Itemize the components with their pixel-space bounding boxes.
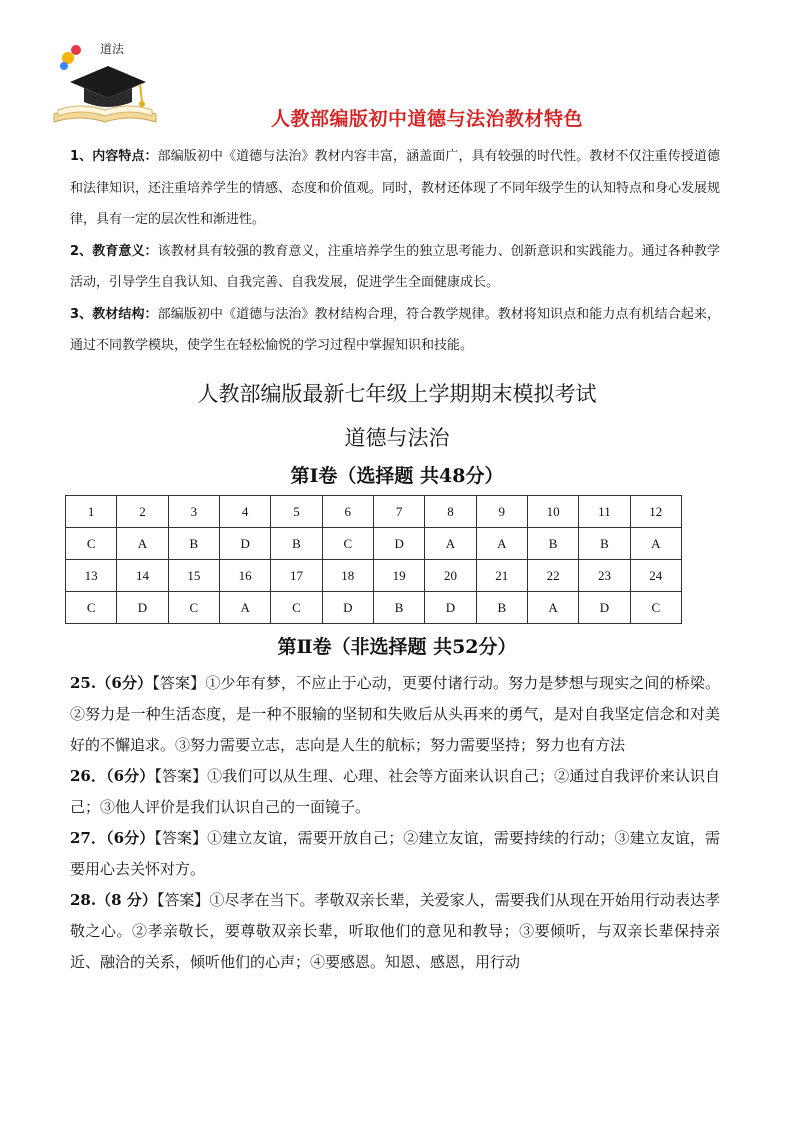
table-cell: 7 xyxy=(373,496,424,528)
answer-paragraph xyxy=(70,885,720,978)
table-cell: B xyxy=(476,592,527,624)
table-cell: 2 xyxy=(117,496,168,528)
banner-title: 人教部编版初中道德与法治教材特色 xyxy=(270,108,583,130)
table-cell: 8 xyxy=(425,496,476,528)
table-cell: 3 xyxy=(168,496,219,528)
table-cell: 13 xyxy=(66,560,117,592)
table-cell: 24 xyxy=(630,560,681,592)
table-cell: B xyxy=(373,592,424,624)
exam-subject: 道德与法治 xyxy=(344,426,450,450)
table-cell: C xyxy=(322,528,373,560)
table-cell: 12 xyxy=(630,496,681,528)
logo-label: 道法 xyxy=(100,42,125,56)
table-cell: D xyxy=(579,592,630,624)
part1-title: 第Ⅰ卷（选择题 共48分） xyxy=(290,465,504,487)
table-cell: 1 xyxy=(66,496,117,528)
part2-title: 第Ⅱ卷（非选择题 共52分） xyxy=(277,636,517,658)
answers-section xyxy=(70,668,720,978)
feature-text: 该教材具有较强的教育意义，注重培养学生的独立思考能力、创新意识和实践能力。通过各种教学活动，引导学生自我认知、自我完善、自我发展，促进学生全面健康成长。 xyxy=(70,243,720,290)
table-cell: 4 xyxy=(219,496,270,528)
table-cell: D xyxy=(425,592,476,624)
table-cell: A xyxy=(117,528,168,560)
table-cell: 5 xyxy=(271,496,322,528)
table-cell: B xyxy=(271,528,322,560)
table-cell: B xyxy=(168,528,219,560)
table-row xyxy=(66,592,682,624)
table-cell: 16 xyxy=(219,560,270,592)
answer-table xyxy=(65,495,682,624)
table-cell: 20 xyxy=(425,560,476,592)
table-cell: D xyxy=(373,528,424,560)
table-cell: B xyxy=(527,528,578,560)
feature-paragraph xyxy=(70,236,720,299)
answer-text: 【答案】①我们可以从生理、心理、社会等方面来认识自己；②通过自我评价来认识自己；③他人评价是我们认识自己的一面镜子。 xyxy=(70,767,720,816)
answer-label: 25.（6分） xyxy=(70,674,153,692)
table-cell: 21 xyxy=(476,560,527,592)
feature-paragraph xyxy=(70,141,720,236)
table-cell: A xyxy=(219,592,270,624)
table-cell: 10 xyxy=(527,496,578,528)
table-cell: 14 xyxy=(117,560,168,592)
table-cell: C xyxy=(66,528,117,560)
table-cell: 18 xyxy=(322,560,373,592)
answer-text: 【答案】①尽孝在当下。孝敬双亲长辈，关爱家人，需要我们从现在开始用行动表达孝敬之心。②孝亲敬长，要尊敬双亲长辈，听取他们的意见和教导；③要倾听，与双亲长辈保持亲近、融洽的关系，倾听他们的心声；④要感恩。知恩、感恩，用行动 xyxy=(70,891,720,971)
table-cell: C xyxy=(66,592,117,624)
table-cell: 11 xyxy=(579,496,630,528)
table-cell: A xyxy=(476,528,527,560)
table-row xyxy=(66,560,682,592)
table-cell: 23 xyxy=(579,560,630,592)
table-cell: C xyxy=(271,592,322,624)
answer-paragraph xyxy=(70,668,720,761)
table-row xyxy=(66,496,682,528)
exam-title: 人教部编版最新七年级上学期期末模拟考试 xyxy=(197,382,597,406)
answer-paragraph xyxy=(70,823,720,885)
table-cell: 6 xyxy=(322,496,373,528)
table-cell: 22 xyxy=(527,560,578,592)
table-row xyxy=(66,528,682,560)
features-section xyxy=(70,141,720,362)
table-cell: 17 xyxy=(271,560,322,592)
feature-label: 1、内容特点： xyxy=(70,149,158,164)
feature-label: 2、教育意义： xyxy=(70,243,158,259)
answer-label: 27．（6分） xyxy=(70,829,155,847)
answer-paragraph xyxy=(70,761,720,823)
table-cell: B xyxy=(579,528,630,560)
answer-text: 【答案】①少年有梦，不应止于心动，更要付诸行动。努力是梦想与现实之间的桥梁。②努力是一种生活态度，是一种不服输的坚韧和失败后从头再来的勇气，是对自我坚定信念和对美好的不懈追求。③努力需要立志，志向是人生的航标；努力需要坚持；努力也有方法 xyxy=(70,674,720,754)
table-cell: A xyxy=(425,528,476,560)
answer-label: 26．（6分） xyxy=(70,767,155,785)
feature-text: 部编版初中《道德与法治》教材结构合理，符合教学规律。教材将知识点和能力点有机结合起来，通过不同教学模块，使学生在轻松愉悦的学习过程中掌握知识和技能。 xyxy=(70,306,720,353)
table-cell: D xyxy=(322,592,373,624)
table-cell: A xyxy=(527,592,578,624)
table-cell: C xyxy=(630,592,681,624)
table-cell: 15 xyxy=(168,560,219,592)
table-cell: C xyxy=(168,592,219,624)
table-cell: 9 xyxy=(476,496,527,528)
table-cell: D xyxy=(117,592,168,624)
answer-text: 【答案】①建立友谊，需要开放自己；②建立友谊，需要持续的行动；③建立友谊，需要用心去关怀对方。 xyxy=(70,829,720,878)
table-cell: 19 xyxy=(373,560,424,592)
feature-paragraph xyxy=(70,299,720,362)
table-cell: A xyxy=(630,528,681,560)
feature-text: 部编版初中《道德与法治》教材内容丰富，涵盖面广，具有较强的时代性。教材不仅注重传授道德和法律知识，还注重培养学生的情感、态度和价值观。同时，教材还体现了不同年级学生的认知特点和身心发展规律，具有一定的层次性和渐进性。 xyxy=(70,149,721,227)
table-cell: D xyxy=(219,528,270,560)
feature-label: 3、教材结构： xyxy=(70,306,158,322)
answer-label: 28.（8 分） xyxy=(70,891,157,909)
